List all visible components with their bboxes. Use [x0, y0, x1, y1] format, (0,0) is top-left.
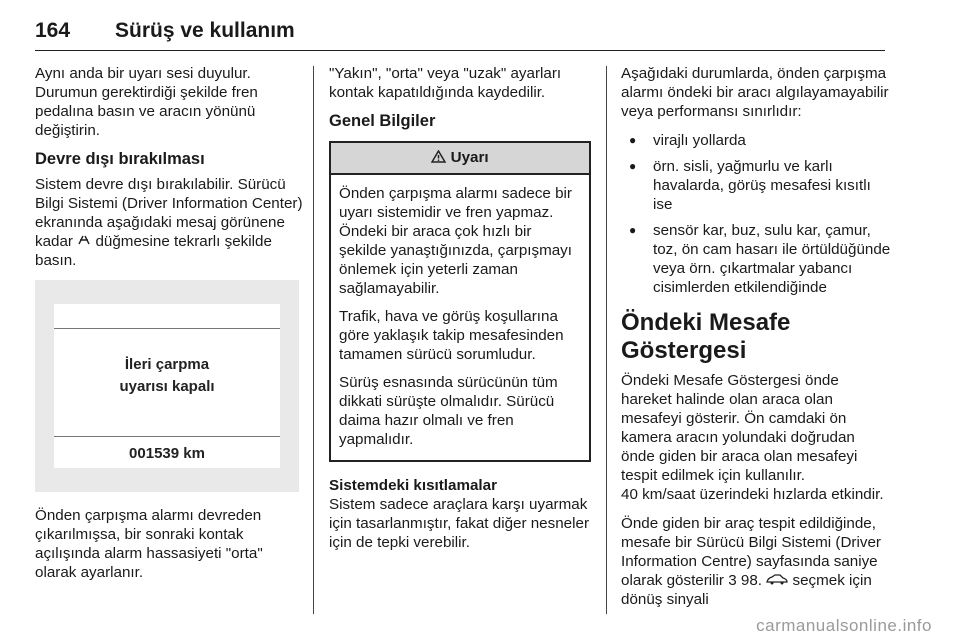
- paragraph: Öndeki Mesafe Göstergesi önde hareket halinde olan araca olan mesafeyi gösterir. Ön camdaki ön kamera aracın yolundaki doğrudan önde giden bir araca olan mesafeyi tespit edilmek için kullanılır.: [621, 372, 858, 484]
- car-menu-icon: [766, 571, 788, 590]
- paragraph: 40 km/saat üzerindeki hızlarda etkindir.: [621, 486, 884, 503]
- odometer-readout: 001539 km: [129, 445, 205, 462]
- list-item: ● sensör kar, buz, sulu kar, çamur, toz, ön cam hasarı ile örtüldüğünde veya örn. çıkartmalar yabancı cisimlerden etkilendiğinde: [621, 221, 891, 297]
- section-heading-onde: Öndeki Mesafe Göstergesi: [621, 309, 791, 364]
- paragraph: Sistem sadece araçlara karşı uyarmak için tasarlanmıştır, fakat diğer nesneler için de tepki verebilir.: [329, 496, 589, 551]
- warning-box: [329, 141, 591, 462]
- warning-body: [331, 175, 589, 460]
- paragraph: Aynı anda bir uyarı sesi duyulur. Durumun gerektirdiği şekilde fren pedalına basın ve aracın yönünü değiştirin.: [35, 65, 258, 139]
- warning-header: [331, 143, 589, 175]
- section-heading-genel: Genel Bilgiler: [329, 112, 436, 130]
- column-1: [35, 64, 303, 592]
- warning-triangle-icon: [431, 149, 450, 166]
- list-item: ● örn. sisli, yağmurlu ve karlı havalarda, görüş mesafesi kısıtlı ise: [621, 157, 891, 214]
- page-header: [35, 14, 885, 51]
- dic-message: İleri çarpma uyarısı kapalı: [119, 356, 215, 395]
- vehicle-ahead-icon: [77, 232, 91, 251]
- paragraph: Trafik, hava ve görüş koşullarına göre yaklaşık takip mesafesinden tamamen sürücü sorumludur.: [339, 308, 564, 363]
- paragraph: Önden çarpışma alarmı devreden çıkarılmışsa, bir sonraki kontak açılışında alarm hassasiyeti "orta" olarak ayarlanır.: [35, 507, 263, 581]
- list-item: ● virajlı yollarda: [621, 131, 891, 150]
- chapter-title: Sürüş ve kullanım: [115, 19, 295, 42]
- paragraph: Önden çarpışma alarmı sadece bir uyarı sistemidir ve fren yapmaz. Öndeki bir araca çok hızlı bir şekilde yanaştığınızda, çarpışmayı önlemek için yeterli zaman sağlamayabilir.: [339, 185, 572, 297]
- dic-display-illustration: [35, 280, 299, 492]
- page-reference-link[interactable]: 3 98.: [728, 572, 762, 589]
- column-3: [621, 64, 891, 619]
- paragraph: Sistem devre dışı bırakılabilir. Sürücü Bilgi Sistemi (Driver Information Center) ekranında aşağıdaki mesaj görünene kadar düğmesine tekrarlı şekilde basın.: [35, 176, 303, 269]
- warning-title: Uyarı: [450, 149, 489, 166]
- paragraph: Önde giden bir araç tespit edildiğinde, mesafe bir Sürücü Bilgi Sistemi (Driver Information Centre) sayfasında saniye olarak gösterilir 3 98. seçmek için dönüş sinyali: [621, 515, 881, 608]
- section-heading-kisit: Sistemdeki kısıtlamalar: [329, 477, 497, 494]
- paragraph: Aşağıdaki durumlarda, önden çarpışma alarmı öndeki bir aracı algılayamayabilir veya performansı sınırlıdır:: [621, 65, 889, 120]
- column-divider: [606, 66, 607, 614]
- divider: [54, 436, 280, 437]
- divider: [54, 328, 280, 329]
- page-number: 164: [35, 19, 71, 42]
- dic-screen: [54, 304, 280, 468]
- column-divider: [313, 66, 314, 614]
- paragraph: "Yakın", "orta" veya "uzak" ayarları kontak kapatıldığında kaydedilir.: [329, 65, 562, 101]
- bullet-list: [621, 131, 891, 297]
- watermark: carmanualsonline.info: [756, 616, 932, 635]
- column-2: [329, 64, 591, 562]
- section-heading-devre: Devre dışı bırakılması: [35, 150, 205, 168]
- paragraph: Sürüş esnasında sürücünün tüm dikkati sürüşte olmalıdır. Sürücü daima hazır olmalı ve fren yapmalıdır.: [339, 374, 558, 448]
